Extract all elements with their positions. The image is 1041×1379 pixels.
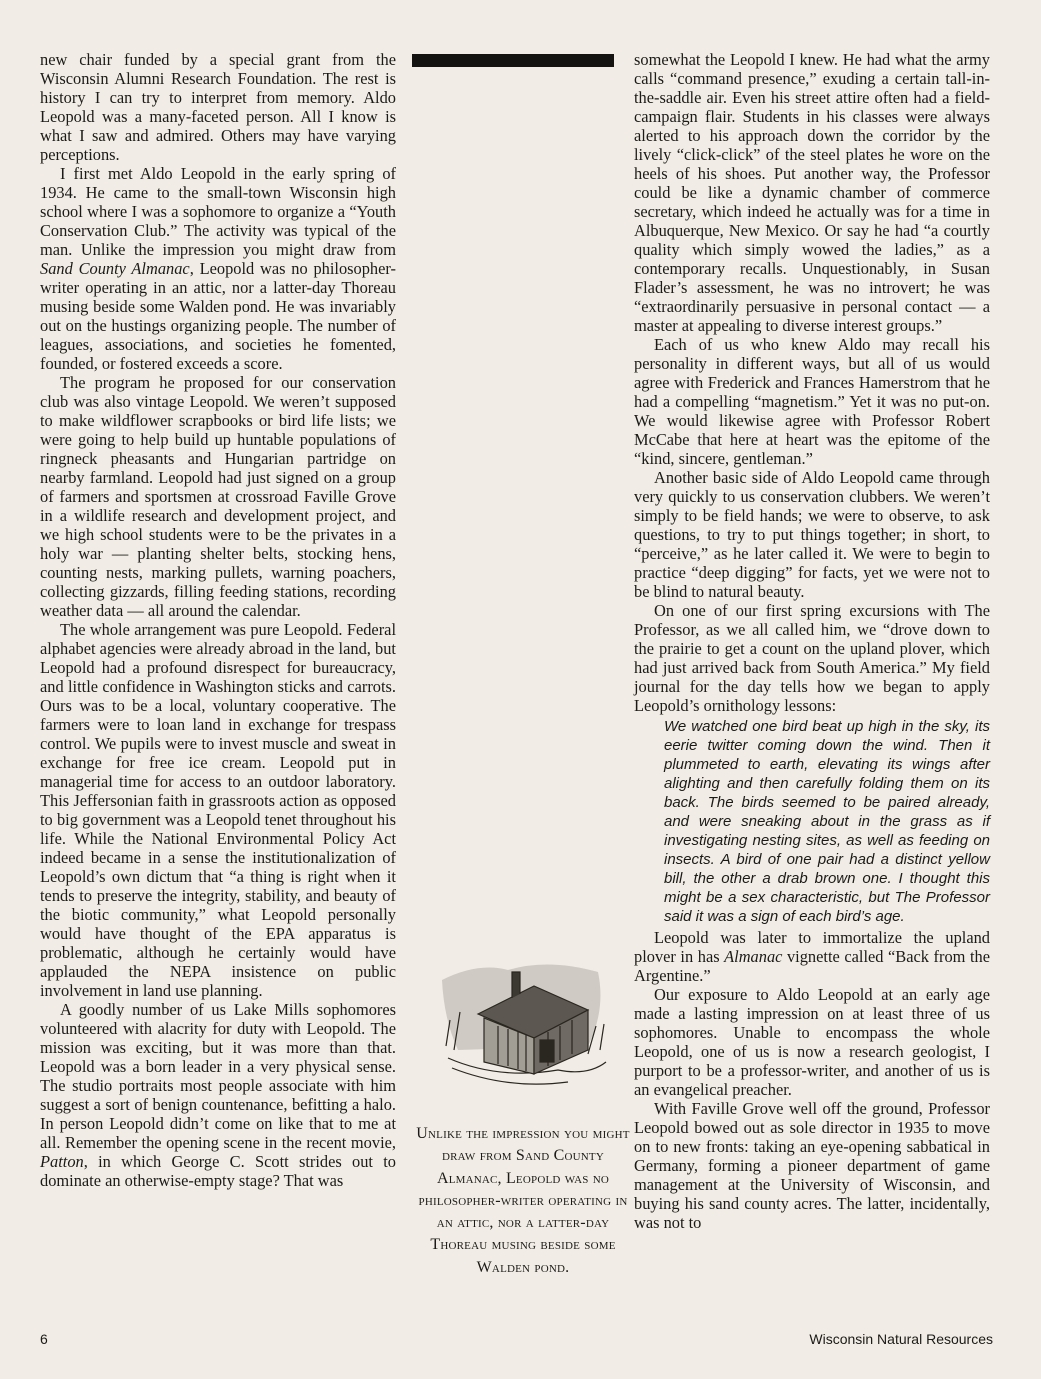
body-paragraph: new chair funded by a special grant from the Wisconsin Alumni Research Foundation. The rest is history I can try to interpret from memory. Aldo Leopold was a many-faceted person. All I know is what I saw and admired. Others may have varying perceptions. (40, 50, 396, 164)
body-paragraph: I first met Aldo Leopold in the early spring of 1934. He came to the small-town Wisconsin high school where I was a sophomore to organize a “Youth Conservation Club.” The activity was typical of the man. Unlike the impression you might draw from Sand County Almanac, Leopold was no philosopher-writer operating in an attic, nor a latter-day Thoreau musing beside some Walden pond. He was invariably out on the hustings organizing people. The number of leagues, associations, and societies he fomented, founded, or fostered exceeds a score. (40, 164, 396, 373)
shack-sketch-icon (438, 950, 608, 1102)
body-paragraph: The program he proposed for our conservation club was also vintage Leopold. We weren’t supposed to make wildflower scrapbooks or bird life lists; we were going to help build up huntable populations of ringneck pheasants and Hungarian partridge on nearby farmland. Leopold had just signed on a group of farmers and sportsmen at crossroad Faville Grove in a wildlife research and development project, and we high school students were to be the privates in a holy war — planting shelter belts, stocking hens, counting nests, marking pullets, warning poachers, collecting gizzards, filling feeding stations, recording weather data — all around the calendar. (40, 373, 396, 620)
body-paragraph: Another basic side of Aldo Leopold came through very quickly to us conservation clubbers. We weren’t simply to be field hands; we were to observe, to ask questions, to try to put things together; in short, to “perceive,” as he later called it. We were to begin to practice “deep digging” for facts, yet we were not to be blind to natural beauty. (634, 468, 990, 601)
page-number: 6 (40, 1331, 48, 1347)
body-paragraph: On one of our first spring excursions with The Professor, as we all called him, we “drove down to the prairie to get a count on the upland plover, which had just arrived back from South America.” My field journal for the day tells how we began to apply Leopold’s ornithology lessons: (634, 601, 990, 715)
body-paragraph: Each of us who knew Aldo may recall his personality in different ways, but all of us would agree with Frederick and Frances Hamerstrom that he had a compelling “magnetism.” Yet it was no put-on. We would likewise agree with Professor Robert McCabe that here at heart was the epitome of the “kind, sincere, gentleman.” (634, 335, 990, 468)
body-paragraph: The whole arrangement was pure Leopold. Federal alphabet agencies were already abroad in the land, but Leopold had a profound disrespect for bureaucracy, and little confidence in Washington sticks and carrots. Ours was to be a local, voluntary cooperative. The farmers were to loan land in exchange for trespass control. We pupils were to invest muscle and sweat in exchange for free ice cream. Leopold put in managerial time for access to an outdoor laboratory. This Jeffersonian faith in grassroots action as opposed to big government was a Leopold tenet throughout his life. While the National Environmental Policy Act indeed became in a sense the institutionalization of Leopold’s own dictum that “a thing is right when it tends to preserve the integrity, stability, and beauty of the biotic community,” what Leopold personally would have thought of the EPA apparatus is problematic, although he certainly would have applauded the NEPA insistence on public involvement in land use planning. (40, 620, 396, 1000)
book-title: Almanac (724, 947, 783, 966)
body-paragraph: A goodly number of us Lake Mills sophomores volunteered with alacrity for duty with Leopold. The mission was exciting, but it was more than that. Leopold was a born leader in a very physical sense. The studio portraits most people associate with him suggest a sort of benign countenance, befitting a halo. In person Leopold didn’t come on like that to me at all. Remember the opening scene in the recent movie, Patton, in which George C. Scott strides out to dominate an otherwise-empty stage? That was (40, 1000, 396, 1190)
body-paragraph: Leopold was later to immortalize the upland plover in has Almanac vignette called “Back from the Argentine.” (634, 928, 990, 985)
right-column (634, 50, 990, 1232)
body-paragraph: With Faville Grove well off the ground, Professor Leopold bowed out as sole director in 1935 to move on to new fronts: taking an eye-opening sabbatical in Germany, forming a pioneer department of game management at the University of Wisconsin, and buying his sand county acres. The latter, incidentally, was not to (634, 1099, 990, 1232)
book-title: Sand County Almanac (40, 259, 190, 278)
decorative-rule (412, 54, 614, 67)
publication-title: Wisconsin Natural Resources (809, 1331, 993, 1347)
body-paragraph: Our exposure to Aldo Leopold at an early age made a lasting impression on at least three of us sophomores. Unable to encompass the whole Leopold, one of us is now a research geologist, I purport to be a professor-writer, and another of us is an evangelical preacher. (634, 985, 990, 1099)
body-paragraph: somewhat the Leopold I knew. He had what the army calls “command presence,” exuding a certain tall-in-the-saddle air. Even his street attire often had a field-campaign flair. Students in his classes were always alerted to his approach down the corridor by the lively “click-click” of the steel plates he wore on the heels of his shoes. Put another way, the Professor could be like a dynamic chamber of commerce secretary, which indeed he actually was for a time in Albuquerque, New Mexico. Or say he had “a courtly quality which simply wowed the ladies,” as a contemporary recalls. Unquestionably, in Susan Flader’s assessment, he was no introvert; he was “extraordinarily persuasive in personal contact — a master at appealing to diverse interest groups.” (634, 50, 990, 335)
left-column (40, 50, 396, 1190)
movie-title: Patton (40, 1152, 84, 1171)
field-journal-quote: We watched one bird beat up high in the sky, its eerie twitter coming down the wind. Then it plummeted to earth, elevating its wings after alighting and then carefully folding them on its back. The birds seemed to be paired already, and were sneaking about in the grass as if investigating nesting sites, as well as feeding on insects. A bird of one pair had a distinct yellow bill, the other a drab brown one. I thought this might be a sex characteristic, but The Professor said it was a sign of each bird’s age. (664, 718, 990, 925)
pull-quote: Unlike the impression you might draw from Sand County Almanac, Leopold was no philosopher-writer operating in an attic, nor a latter-day Thoreau musing beside some Walden pond. (416, 1125, 630, 1276)
middle-column (412, 50, 630, 1330)
